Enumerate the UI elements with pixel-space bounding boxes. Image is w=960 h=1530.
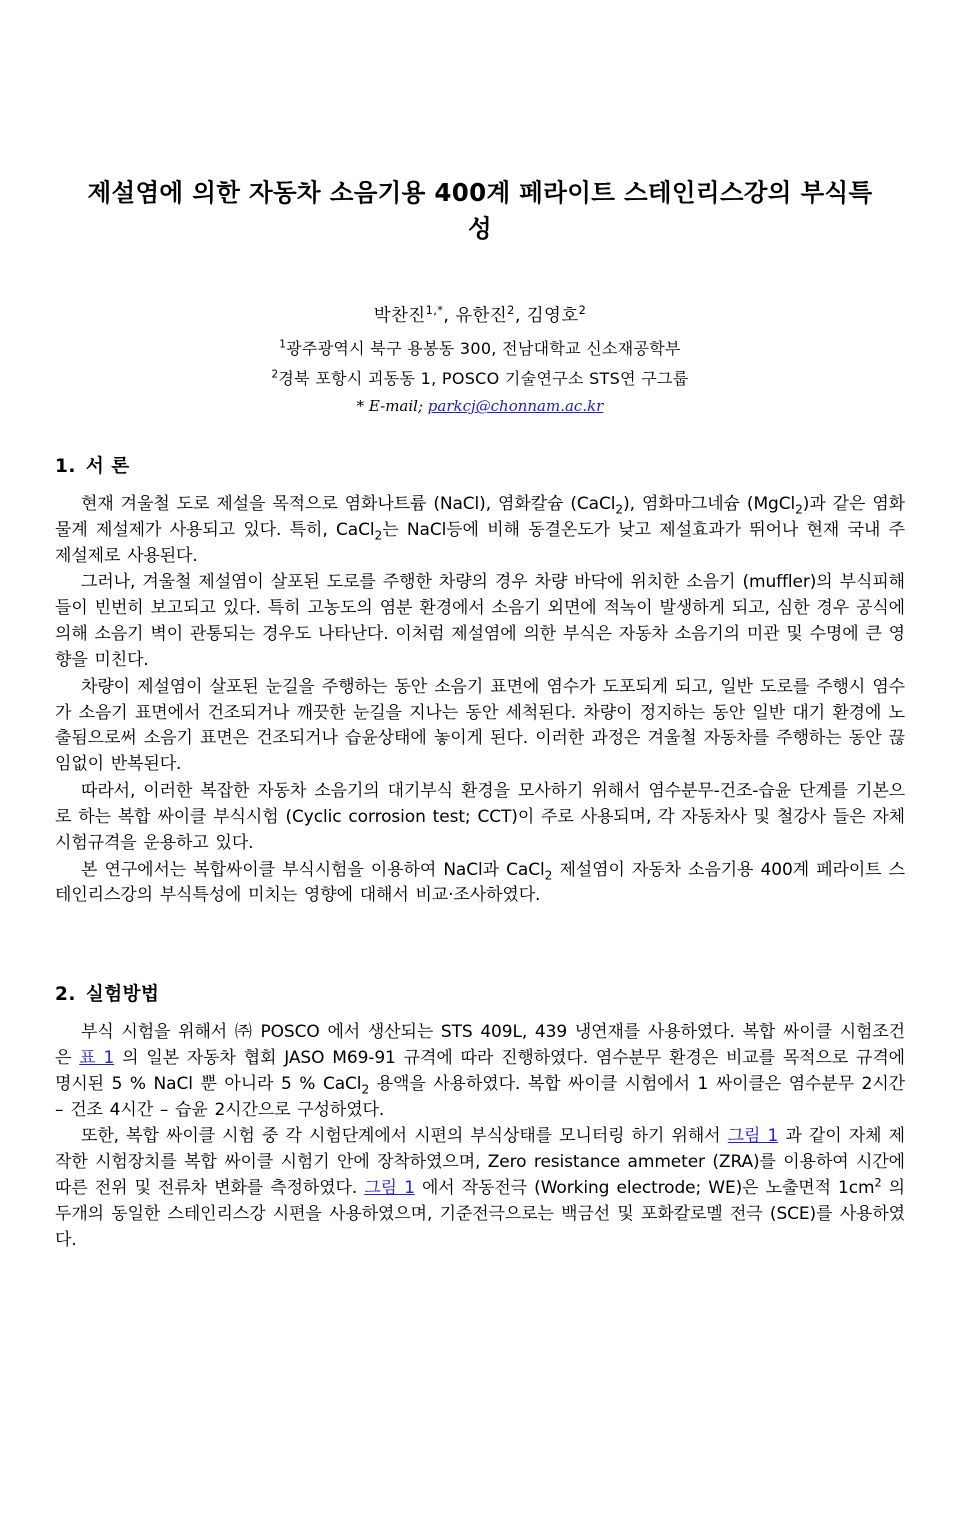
paragraph — [55, 492, 905, 569]
paragraph — [55, 675, 905, 778]
affiliation-1-sup: 1 — [279, 338, 287, 351]
affiliation-1-text: 광주광역시 북구 용봉동 300, 전남대학교 신소재공학부 — [286, 339, 681, 359]
text-run: ), 염화마그네슘 (MgCl — [623, 493, 796, 514]
text-run: )과 같은 염화물계 제설제가 사용되고 있다. 특히, CaCl — [55, 493, 906, 540]
text-run: 또한, 복합 싸이클 시험 중 각 시험단계에서 시편의 부식상태를 모니터링 하기 위해서 — [81, 1126, 728, 1147]
cross-reference-link[interactable]: 그림 1 — [364, 1178, 415, 1199]
subscript: 2 — [795, 502, 803, 517]
author-3-sup: 2 — [578, 303, 587, 318]
text-run: 제설염이 자동차 소음기용 400계 페라이트 스테인리스강의 부식특성에 미치는 영향에 대해서 비교·조사하였다. — [55, 859, 905, 906]
text-run: 차량이 제설염이 살포된 눈길을 주행하는 동안 소음기 표면에 염수가 도포되게 되고, 일반 도로를 주행시 염수가 소음기 표면에서 건조되거나 깨끗한 눈길을 지나는 동안 세척된다. 차량이 정지하는 동안 일반 대기 환경에 노출됨으로써 소음기 표면은 건조되거나 습윤상태에 놓이게 된다. 이러한 과정은 겨울철 자동차를 주행하는 동안 끊임없이 반복된다. — [55, 676, 905, 775]
authors-block — [55, 302, 905, 418]
author-names — [55, 302, 905, 330]
section-title: 실험방법 — [85, 984, 160, 1006]
paragraph — [55, 858, 905, 910]
affiliation-2-sup: 2 — [271, 368, 279, 381]
paragraph — [55, 1020, 905, 1123]
text-run: 과 같이 자체 제작한 시험장치를 복합 싸이클 시험기 안에 장착하였으며, Zero resistance ammeter (ZRA)를 이용하여 시간에 따른 전위 및 전류차 변화를 측정하였다. — [55, 1126, 905, 1199]
cross-reference-link[interactable]: 표 1 — [79, 1047, 115, 1068]
section-heading-2 — [55, 980, 905, 1006]
corresponding-email-line — [55, 395, 905, 418]
subscript: 2 — [361, 1082, 370, 1097]
email-label: * E-mail; — [356, 397, 428, 416]
section-spacer — [55, 910, 905, 946]
paper-content — [55, 175, 905, 1255]
superscript: 2 — [874, 1176, 882, 1190]
affiliation-1 — [55, 335, 905, 362]
text-run: 본 연구에서는 복합싸이클 부식시험을 이용하여 NaCl과 CaCl — [81, 859, 545, 880]
author-2-sup: 2 — [507, 303, 515, 318]
author-1-sup: 1,* — [425, 303, 444, 318]
page-title: 제설염에 의한 자동차 소음기용 400계 페라이트 스테인리스강의 부식특성 — [87, 178, 873, 243]
paragraph — [55, 779, 905, 856]
author-sep-1: , 유한진 — [443, 306, 508, 327]
author-sep-2: , 김영호 — [514, 306, 579, 327]
email-link[interactable]: parkcj@chonnam.ac.kr — [427, 397, 604, 416]
paragraph — [55, 570, 905, 673]
affiliation-2-text: 경북 포항시 괴동동 1, POSCO 기술연구소 STS연 구그룹 — [278, 369, 689, 389]
text-run: 현재 겨울철 도로 제설을 목적으로 염화나트륨 (NaCl), 염화칼슘 (CaCl — [81, 493, 616, 514]
subscript: 2 — [615, 502, 624, 517]
subscript: 2 — [374, 528, 383, 543]
subscript: 2 — [544, 867, 553, 882]
cross-reference-link[interactable]: 그림 1 — [727, 1126, 779, 1147]
text-run: 그러나, 겨울철 제설염이 살포된 도로를 주행한 차량의 경우 차량 바닥에 위치한 소음기 (muffler)의 부식피해들이 빈번히 보고되고 있다. 특히 고농도의 염분 환경에서 소음기 외면에 적녹이 발생하게 되고, 심한 경우 공식에 의해 소음기 벽이 관통되는 경우도 나타난다. 이처럼 제설염에 의한 부식은 자동차 소음기의 미관 및 수명에 큰 영향을 미친다. — [55, 572, 905, 670]
text-run: 는 NaCl등에 비해 동결온도가 낮고 제설효과가 뛰어나 현재 국내 주 제설제로 사용된다. — [55, 519, 905, 566]
text-run: 의 일본 자동차 협회 JASO M69-91 규격에 따라 진행하였다. 염수분무 환경은 비교를 목적으로 규격에 명시된 5 % NaCl 뿐 아니라 5 % CaCl — [55, 1047, 905, 1094]
text-run: 의 두개의 동일한 스테인리스강 시편을 사용하였으며, 기준전극으로는 백금선 및 포화칼로멜 전극 (SCE)를 사용하였다. — [55, 1178, 905, 1250]
section-number: 2. — [55, 984, 76, 1006]
section-title: 서 론 — [85, 455, 130, 477]
text-run: 에서 작동전극 (Working electrode; WE)은 노출면적 1cm — [414, 1178, 875, 1199]
section-number: 1. — [55, 455, 76, 477]
section-heading-1 — [55, 452, 905, 478]
affiliation-2 — [55, 365, 905, 392]
text-run: 부식 시험을 위해서 ㈜ POSCO 에서 생산되는 STS 409L, 439 냉연재를 사용하였다. 복합 싸이클 시험조건은 — [55, 1022, 905, 1068]
text-run: 따라서, 이러한 복잡한 자동차 소음기의 대기부식 환경을 모사하기 위해서 염수분무-건조-습윤 단계를 기본으로 하는 복합 싸이클 부식시험 (Cyclic corrosion test; CCT)이 주로 사용되며, 각 자동차사 및 철강사 들은 자체 시험규격을 운용하고 있다. — [55, 781, 905, 853]
sections-root — [55, 452, 905, 1254]
author-1-name: 박찬진 — [373, 306, 426, 327]
text-run: 용액을 사용하였다. 복합 싸이클 시험에서 1 싸이클은 염수분무 2시간 – 건조 4시간 – 습윤 2시간으로 구성하였다. — [55, 1073, 905, 1120]
paragraph — [55, 1124, 905, 1253]
